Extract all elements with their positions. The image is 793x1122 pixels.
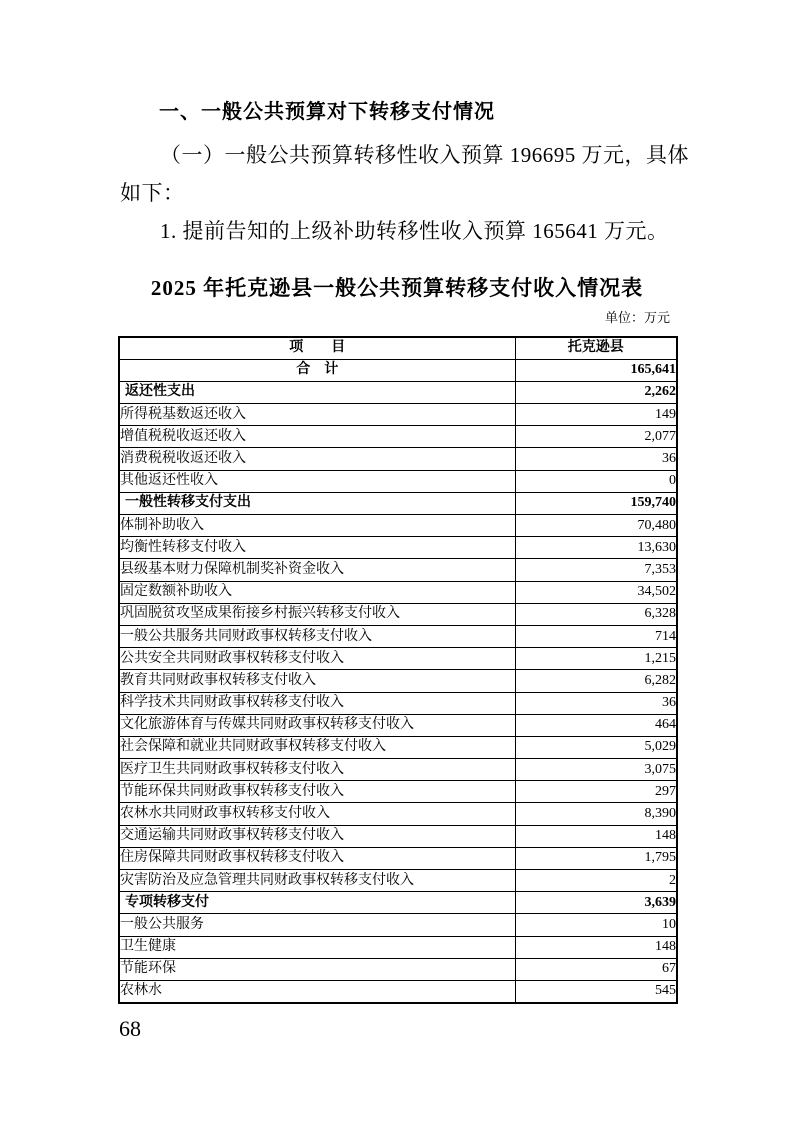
- row-value: 70,480: [515, 515, 677, 537]
- section-heading: 一、一般公共预算对下转移支付情况: [159, 101, 495, 123]
- row-value: 159,740: [515, 492, 677, 514]
- row-label: 灾害防治及应急管理共同财政事权转移支付收入: [119, 870, 515, 892]
- row-value: 13,630: [515, 537, 677, 559]
- row-label: 社会保障和就业共同财政事权转移支付收入: [119, 736, 515, 758]
- row-label: 固定数额补助收入: [119, 581, 515, 603]
- row-label: 县级基本财力保障机制奖补资金收入: [119, 559, 515, 581]
- row-label: 医疗卫生共同财政事权转移支付收入: [119, 759, 515, 781]
- row-label: 节能环保: [119, 958, 515, 980]
- row-value: 714: [515, 625, 677, 647]
- table-row: [119, 736, 677, 758]
- row-label: 巩固脱贫攻坚成果衔接乡村振兴转移支付收入: [119, 603, 515, 625]
- row-value: 3,075: [515, 759, 677, 781]
- row-value: 36: [515, 692, 677, 714]
- table-row: [119, 625, 677, 647]
- table-row: [119, 803, 677, 825]
- table-header-row: [119, 337, 677, 359]
- table-row: [119, 825, 677, 847]
- row-value: 36: [515, 448, 677, 470]
- row-value: 297: [515, 781, 677, 803]
- row-label: 节能环保共同财政事权转移支付收入: [119, 781, 515, 803]
- table-row: [119, 714, 677, 736]
- table-row: [119, 515, 677, 537]
- row-value: 1,215: [515, 648, 677, 670]
- table-row: [119, 914, 677, 936]
- table-row: [119, 359, 677, 381]
- row-label: 教育共同财政事权转移支付收入: [119, 670, 515, 692]
- row-value: 3,639: [515, 892, 677, 914]
- table-row: [119, 559, 677, 581]
- row-value: 10: [515, 914, 677, 936]
- row-value: 0: [515, 470, 677, 492]
- row-label: 卫生健康: [119, 936, 515, 958]
- table-row: [119, 847, 677, 869]
- row-value: 34,502: [515, 581, 677, 603]
- row-value: 148: [515, 825, 677, 847]
- table-row: [119, 404, 677, 426]
- table-row: [119, 759, 677, 781]
- row-value: 165,641: [515, 359, 677, 381]
- table-row: [119, 692, 677, 714]
- column-header-county: 托克逊县: [515, 337, 677, 359]
- row-value: 7,353: [515, 559, 677, 581]
- table-row: [119, 381, 677, 403]
- row-label: 公共安全共同财政事权转移支付收入: [119, 648, 515, 670]
- table-row: [119, 470, 677, 492]
- row-label: 一般公共服务共同财政事权转移支付收入: [119, 625, 515, 647]
- table-row: [119, 958, 677, 980]
- table-unit-label: 单位：万元: [604, 310, 670, 325]
- row-label: 交通运输共同财政事权转移支付收入: [119, 825, 515, 847]
- column-header-item: 项 目: [119, 337, 515, 359]
- row-label: 一般性转移支付支出: [119, 492, 515, 514]
- table-body: [119, 359, 677, 1002]
- table-row: [119, 670, 677, 692]
- row-value: 6,328: [515, 603, 677, 625]
- table-row: [119, 936, 677, 958]
- row-value: 1,795: [515, 847, 677, 869]
- row-value: 545: [515, 980, 677, 1002]
- row-label: 体制补助收入: [119, 515, 515, 537]
- row-label: 文化旅游体育与传媒共同财政事权转移支付收入: [119, 714, 515, 736]
- table-row: [119, 870, 677, 892]
- row-value: 2: [515, 870, 677, 892]
- page-number: 68: [119, 1016, 141, 1041]
- table-row: [119, 892, 677, 914]
- paragraph-line: （一）一般公共预算转移性收入预算 196695 万元，具体: [160, 143, 689, 167]
- row-value: 148: [515, 936, 677, 958]
- table-title: 2025 年托克逊县一般公共预算转移支付收入情况表: [150, 276, 644, 300]
- row-label: 均衡性转移支付收入: [119, 537, 515, 559]
- row-value: 2,077: [515, 426, 677, 448]
- row-label: 科学技术共同财政事权转移支付收入: [119, 692, 515, 714]
- paragraph-line: 1. 提前告知的上级补助转移性收入预算 165641 万元。: [160, 219, 669, 243]
- table-row: [119, 603, 677, 625]
- row-value: 5,029: [515, 736, 677, 758]
- row-value: 67: [515, 958, 677, 980]
- row-label: 增值税税收返还收入: [119, 426, 515, 448]
- paragraph-line: 如下：: [120, 181, 185, 205]
- row-label: 合 计: [119, 359, 515, 381]
- table-row: [119, 781, 677, 803]
- table-row: [119, 980, 677, 1002]
- table-row: [119, 648, 677, 670]
- row-label: 农林水: [119, 980, 515, 1002]
- row-label: 住房保障共同财政事权转移支付收入: [119, 847, 515, 869]
- row-label: 返还性支出: [119, 381, 515, 403]
- row-value: 2,262: [515, 381, 677, 403]
- table-row: [119, 448, 677, 470]
- table-row: [119, 426, 677, 448]
- row-label: 其他返还性收入: [119, 470, 515, 492]
- row-value: 149: [515, 404, 677, 426]
- budget-table: [118, 336, 678, 1004]
- table-row: [119, 581, 677, 603]
- row-value: 8,390: [515, 803, 677, 825]
- row-label: 所得税基数返还收入: [119, 404, 515, 426]
- row-label: 专项转移支付: [119, 892, 515, 914]
- row-label: 农林水共同财政事权转移支付收入: [119, 803, 515, 825]
- row-value: 464: [515, 714, 677, 736]
- table-row: [119, 537, 677, 559]
- table-row: [119, 492, 677, 514]
- row-label: 一般公共服务: [119, 914, 515, 936]
- row-value: 6,282: [515, 670, 677, 692]
- row-label: 消费税税收返还收入: [119, 448, 515, 470]
